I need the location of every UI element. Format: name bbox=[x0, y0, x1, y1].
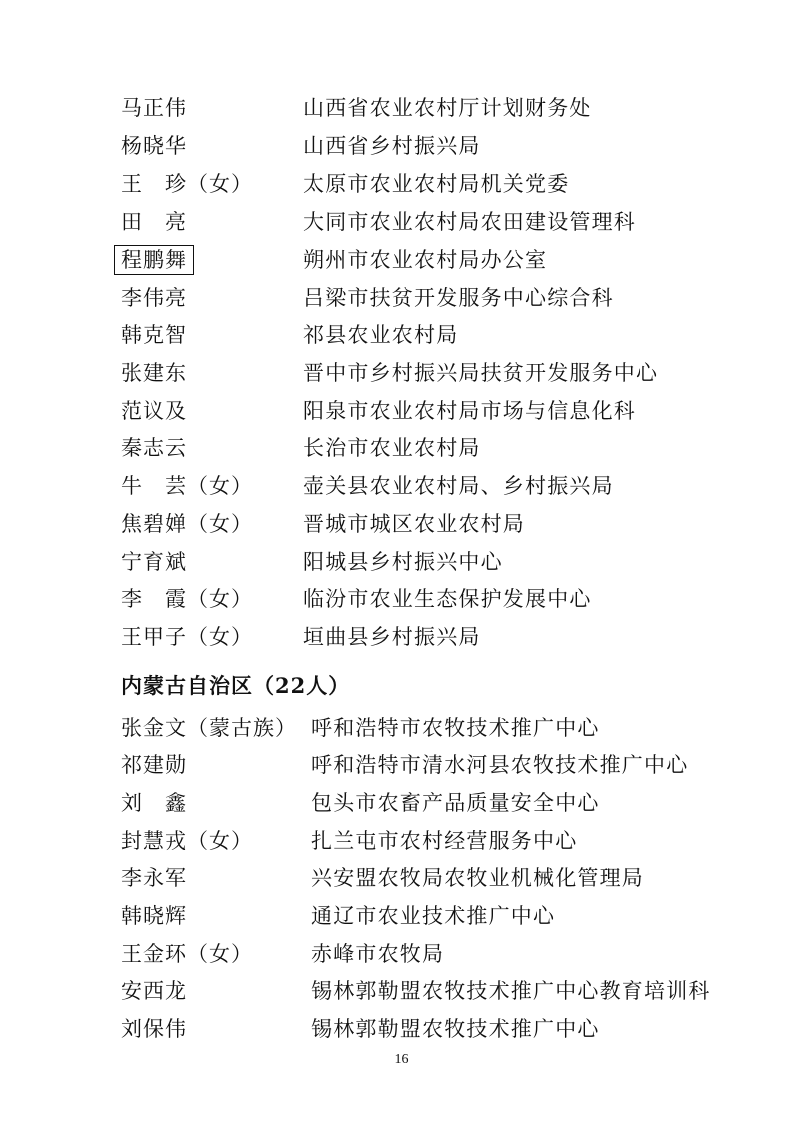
highlight-box: 程鹏舞 bbox=[114, 245, 194, 275]
work-unit: 阳泉市农业农村局市场与信息化科 bbox=[303, 399, 636, 423]
list-item bbox=[0, 91, 803, 125]
person-name: 张金文（蒙古族） bbox=[121, 716, 297, 740]
work-unit: 大同市农业农村局农田建设管理科 bbox=[303, 210, 636, 234]
list-item bbox=[0, 711, 803, 745]
list-item bbox=[0, 243, 803, 277]
list-item bbox=[0, 394, 803, 428]
person-name: 韩克智 bbox=[121, 323, 187, 347]
list-item bbox=[0, 545, 803, 579]
list-item bbox=[0, 937, 803, 971]
person-name: 李伟亮 bbox=[121, 286, 187, 310]
person-name: 焦碧婵（女） bbox=[121, 512, 253, 536]
work-unit: 兴安盟农牧局农牧业机械化管理局 bbox=[311, 866, 644, 890]
list-item bbox=[0, 318, 803, 352]
list-item bbox=[0, 748, 803, 782]
person-name: 杨晓华 bbox=[121, 134, 187, 158]
work-unit: 赤峰市农牧局 bbox=[311, 942, 445, 966]
list-item bbox=[0, 205, 803, 239]
work-unit: 朔州市农业农村局办公室 bbox=[303, 248, 548, 272]
list-item bbox=[0, 786, 803, 820]
person-name: 田 亮 bbox=[121, 210, 187, 234]
work-unit: 晋中市乡村振兴局扶贫开发服务中心 bbox=[303, 361, 659, 385]
person-name: 封慧戎（女） bbox=[121, 829, 253, 853]
work-unit: 山西省农业农村厅计划财务处 bbox=[303, 96, 592, 120]
list-item bbox=[0, 861, 803, 895]
person-name: 王 珍（女） bbox=[121, 172, 253, 196]
list-item bbox=[0, 507, 803, 541]
list-item bbox=[0, 974, 803, 1008]
list-item bbox=[0, 899, 803, 933]
list-item bbox=[0, 281, 803, 315]
person-name: 牛 芸（女） bbox=[121, 474, 253, 498]
person-name: 范议及 bbox=[121, 399, 187, 423]
list-item bbox=[0, 1012, 803, 1046]
work-unit: 呼和浩特市清水河县农牧技术推广中心 bbox=[311, 753, 689, 777]
person-name: 安西龙 bbox=[121, 979, 187, 1003]
list-item bbox=[0, 469, 803, 503]
work-unit: 包头市农畜产品质量安全中心 bbox=[311, 791, 600, 815]
person-name: 刘保伟 bbox=[121, 1017, 187, 1041]
person-name: 王金环（女） bbox=[121, 942, 253, 966]
person-name: 李永军 bbox=[121, 866, 187, 890]
list-item bbox=[0, 431, 803, 465]
person-name: 王甲子（女） bbox=[121, 625, 253, 649]
person-name: 刘 鑫 bbox=[121, 791, 187, 815]
work-unit: 锡林郭勒盟农牧技术推广中心教育培训科 bbox=[311, 979, 711, 1003]
list-item bbox=[0, 620, 803, 654]
list-item bbox=[0, 129, 803, 163]
work-unit: 祁县农业农村局 bbox=[303, 323, 459, 347]
person-name: 李 霞（女） bbox=[121, 587, 253, 611]
work-unit: 太原市农业农村局机关党委 bbox=[303, 172, 570, 196]
person-name: 秦志云 bbox=[121, 436, 187, 460]
work-unit: 呼和浩特市农牧技术推广中心 bbox=[311, 716, 600, 740]
list-item bbox=[0, 167, 803, 201]
list-item bbox=[0, 824, 803, 858]
work-unit: 通辽市农业技术推广中心 bbox=[311, 904, 556, 928]
work-unit: 壶关县农业农村局、乡村振兴局 bbox=[303, 474, 614, 498]
person-name: 宁育斌 bbox=[121, 550, 187, 574]
list-item bbox=[0, 582, 803, 616]
person-name: 祁建勋 bbox=[121, 753, 187, 777]
section-heading: 内蒙古自治区（22人） bbox=[121, 673, 351, 698]
work-unit: 扎兰屯市农村经营服务中心 bbox=[311, 829, 578, 853]
list-item bbox=[0, 356, 803, 390]
work-unit: 晋城市城区农业农村局 bbox=[303, 512, 525, 536]
page-number: 16 bbox=[394, 1052, 409, 1067]
work-unit: 垣曲县乡村振兴局 bbox=[303, 625, 481, 649]
work-unit: 锡林郭勒盟农牧技术推广中心 bbox=[311, 1017, 600, 1041]
person-name: 韩晓辉 bbox=[121, 904, 187, 928]
work-unit: 山西省乡村振兴局 bbox=[303, 134, 481, 158]
person-name-boxed bbox=[121, 243, 194, 277]
work-unit: 长治市农业农村局 bbox=[303, 436, 481, 460]
work-unit: 临汾市农业生态保护发展中心 bbox=[303, 587, 592, 611]
work-unit: 阳城县乡村振兴中心 bbox=[303, 550, 503, 574]
person-name: 张建东 bbox=[121, 361, 187, 385]
person-name: 马正伟 bbox=[121, 96, 187, 120]
work-unit: 吕梁市扶贫开发服务中心综合科 bbox=[303, 286, 614, 310]
